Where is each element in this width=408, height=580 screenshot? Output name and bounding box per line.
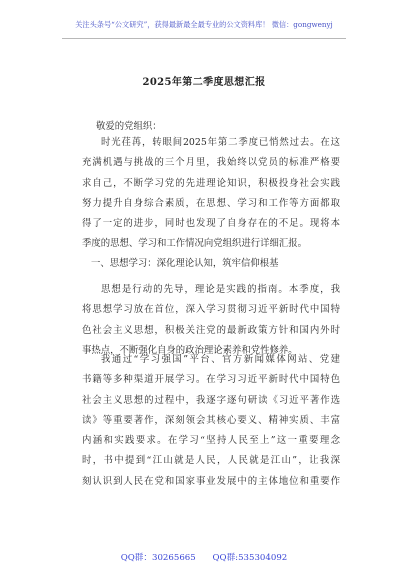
- text-line: 时光荏苒，转眼间2025年第二季度已悄然过去。在这: [101, 137, 340, 148]
- paragraph-study: [82, 350, 340, 492]
- salutation: 敬爱的党组织：: [96, 121, 162, 132]
- paragraph-thought: [82, 280, 340, 361]
- text-line: 社会主义思想的过程中，我逐字逐句研读《习近平著作选: [82, 394, 340, 406]
- text-line: 书籍等多种渠道开展学习。在学习习近平新时代中国特色: [82, 374, 340, 386]
- qq-group-2: QQ群:535304092: [212, 553, 288, 563]
- text-line: 我通过“学习强国”平台、官方新闻媒体网站、党建: [101, 354, 340, 365]
- text-line: 求自己，不断学习党的先进理论知识，积极投身社会实践: [82, 177, 340, 189]
- text-line: 充满机遇与挑战的三个月里，我始终以党员的标准严格要: [82, 157, 340, 169]
- text-line: 色社会主义思想，积极关注党的最新政策方针和国内外时: [82, 324, 340, 336]
- text-line: 季度的思想、学习和工作情况向党组织进行详细汇报。: [82, 238, 308, 250]
- text-line: 努力提升自身综合素质，在思想、学习和工作等方面都取: [82, 197, 340, 209]
- document-title: 2025年第二季度思想汇报: [142, 77, 266, 88]
- section-heading-text: 一、思想学习：深化理论认知，筑牢信仰根基: [91, 258, 279, 269]
- text-line: 刻认识到人民在党和国家事业发展中的主体地位和重要作: [82, 475, 340, 487]
- text-line: 事热点，不断强化自身的政治理论素养和党性修养。: [82, 344, 298, 356]
- qq-footer: [0, 551, 408, 563]
- text-line: 时，书中提到“江山就是人民，人民就是江山”，让我深: [82, 455, 340, 467]
- text-line: 得了一定的进步，同时也发现了自身存在的不足。现将本: [82, 218, 340, 230]
- text-line: 读》等重要著作，深刻领会其核心要义、精神实质、丰富: [82, 414, 340, 426]
- header-divider: [62, 38, 346, 39]
- qq-group-1: QQ群：30265665: [120, 553, 196, 563]
- text-line: 内涵和实践要求。在学习“坚持人民至上”这一重要理念: [82, 435, 340, 447]
- text-line: 思想是行动的先导，理论是实践的指南。本季度，我: [101, 284, 340, 295]
- paragraph-intro: [82, 133, 340, 255]
- text-line: 将思想学习放在首位，深入学习贯彻习近平新时代中国特: [82, 304, 340, 316]
- promo-header: 关注头条号“公文研究”，获得最新最全最专业的公文资料库！ 微信：gongwenyj: [75, 20, 333, 29]
- section-heading: [82, 254, 340, 274]
